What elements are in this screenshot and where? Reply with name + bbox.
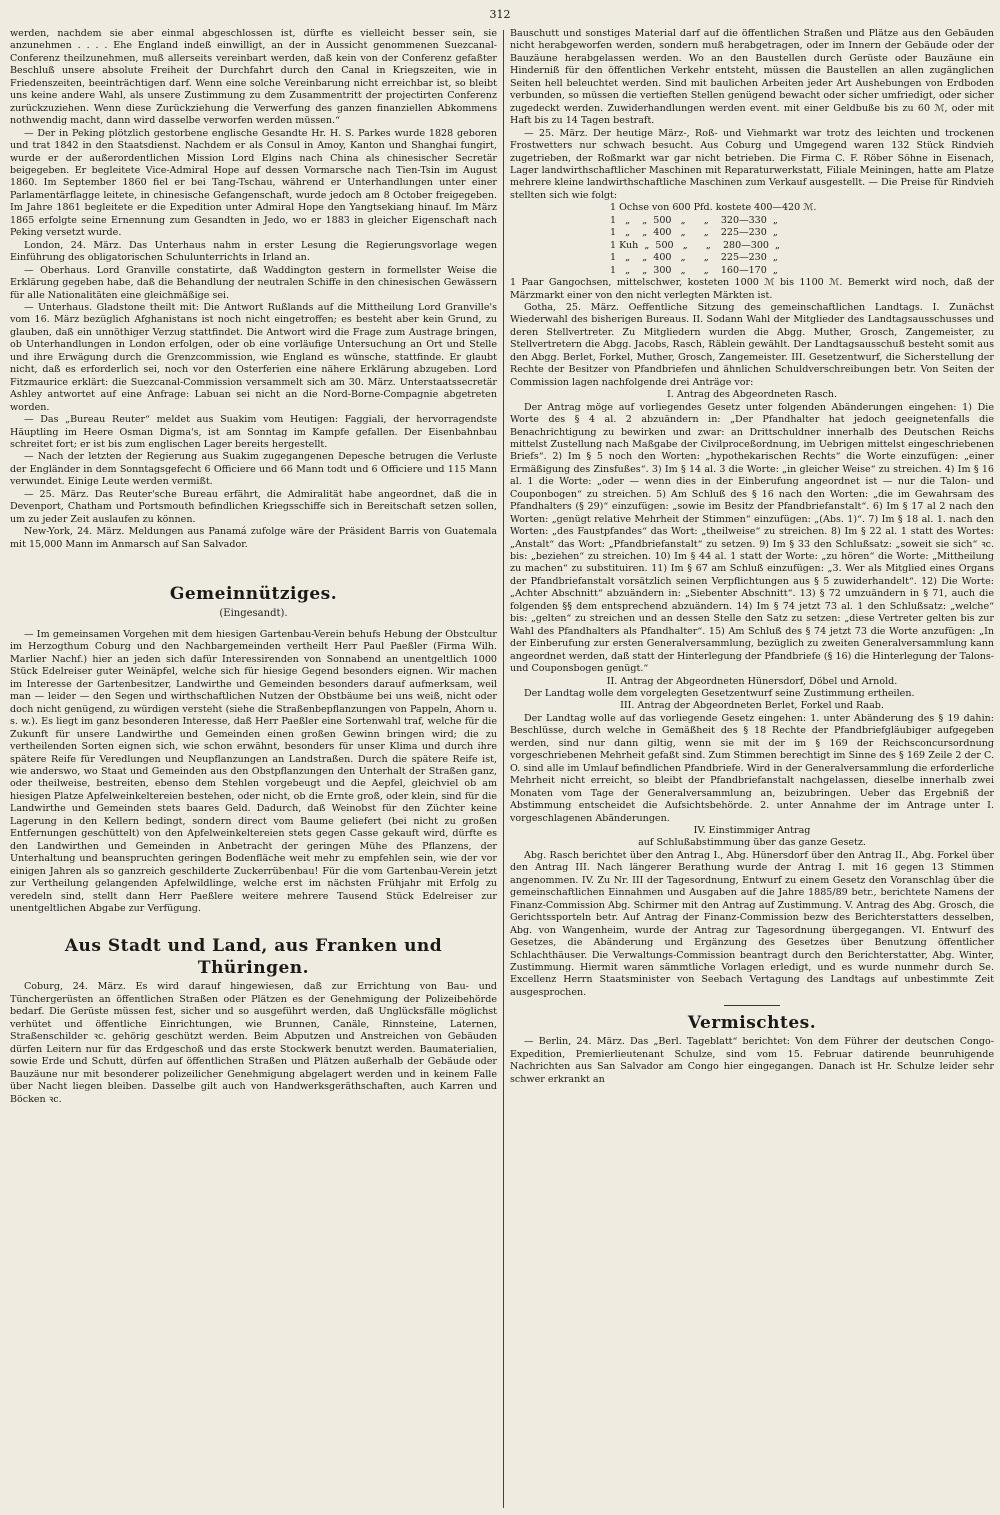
article-gotha-landtag: Gotha, 25. März. Oeffentliche Sitzung des gemeinschaftlichen Landtags. I. Zunächst Wiederwahl des bisherigen Bureaus. II. Sodann Wahl der Mitglieder des Landtagsausschusses und deren Stellvertreter. Zu Mitgliedern wurden die Abgg. Muther, Grosch, Zangemeister, zu Stellvertretern die Abgg. Jacobs, Rasch, Räblein gewählt. Der Landtagsausschuß besteht somit aus den Abgg. Berlet, Forkel, Muther, Grosch, Zangemeister. III. Gesetzentwurf, die Sicherstellung der Rechte der Besitzer von Pfandbriefen und ähnlichen Schuldverschreibungen betr. Von Seiten der Commission lagen nachfolgende drei Anträge vor: <box>510 301 994 388</box>
article-suakim-losses: — Nach der letzten der Regierung aus Suakim zugegangenen Depesche betrugen die Verluste der Engländer in dem Sonntagsgefecht 6 Officiere und 66 Mann todt und 6 Officiere und 115 Mann verwundet. Einige Leute werden vermißt. <box>10 451 497 488</box>
column-divider <box>503 30 504 1508</box>
antrag-3-title: III. Antrag der Abgeordneten Berlet, Forkel und Raab. <box>620 700 884 712</box>
article-viehmarkt: — 25. März. Der heutige März-, Roß- und Viehmarkt war trotz des leichten und trockenen Frostwetters nur schwach besucht. Aus Coburg und Umgegend waren 132 Stück Rindvieh zugetrieben, der Roßmarkt war gar nicht betrieben. Die Firma C. F. Röber Söhne in Eisenach, Lager landwirthschaftlicher Maschinen mit Reparaturwerkstatt, Filiale Meiningen, hatte am Platze mehrere kleine landwirthschaftliche Maschinen zum Verkauf ausgestellt. — Die Preise für Rindvieh stellten sich wie folgt: <box>510 127 994 201</box>
antrag-2-text: Der Landtag wolle dem vorgelegten Gesetzentwurf seine Zustimmung ertheilen. <box>524 688 915 700</box>
article-suezcanal: werden, nachdem sie aber einmal abgeschlossen ist, dürfte es vielleicht besser sein, sie anzunehmen . . . . Ehe England indeß einwilligt, an der in Aussicht genommenen Suezcanal-Conferenz theilzunehmen, muß allerseits vereinbart werden, daß kein von der Conferenz gefaßter Beschluß unsere absolute Freiheit der Durchfahrt durch den Canal in Kriegszeiten, wie in Friedenszeiten, beeinträchtigen darf. Wenn eine solche Vereinbarung nicht erreichbar ist, so bleibt uns keine andere Wahl, als unsere Zustimmung zu dem Zusammentritt der projectirten Conferenz zurückzuziehen. Wenn diese Zurückziehung die Verwerfung des ganzen finanziellen Abkommens nothwendig macht, dann wird dasselbe verworfen werden müssen.“ <box>10 28 497 127</box>
separator-rule <box>724 1005 780 1006</box>
article-coburg-geruste: Coburg, 24. März. Es wird darauf hingewiesen, daß zur Errichtung von Bau- und Tünchergerüsten an öffentlichen Straßen oder Plätzen es der Genehmigung der Polizeibehörde bedarf. Die Gerüste müssen fest, sicher und so ausgeführt werden, daß Unglücksfälle möglichst verhütet und öffentliche Einrichtungen, wie Brunnen, Canäle, Rinnsteine, Laternen, Straßenschilder ꝛc. gehörig geschützt werden. Beim Abputzen und Anstreichen von Gebäuden dürfen Leitern nur für das Erdgeschoß und das erste Stockwerk benutzt werden. Baumaterialien, sowie Erde und Schutt, dürfen auf öffentlichen Straßen und Plätzen außerhalb der Gebäude oder Bauzäune nur mit besonderer polizeilicher Genehmigung abgelagert werden und in keinem Falle über Nacht liegen bleiben. Dasselbe gilt auch von Handwerksgeräthschaften, auch Karren und Böcken ꝛc. <box>10 981 497 1105</box>
article-new-york: New-York, 24. März. Meldungen aus Panamá zufolge wäre der Präsident Barris von Guatemala mit 15,000 Mann im Anmarsch auf San Salvador. <box>10 526 497 550</box>
section-heading-gemeinnuetziges: Gemeinnütziges. <box>169 584 338 605</box>
price-row: 1 „ „ 300 „ „ 160—170 „ <box>610 264 778 276</box>
price-row: 1 „ „ 400 „ „ 225—230 „ <box>610 227 778 239</box>
antrag-4-text: Abg. Rasch berichtet über den Antrag I., Abg. Hünersdorf über den Antrag II., Abg. Forkel über den Antrag III. Nach längerer Berathung wurde der Antrag I. mit 16 gegen 13 Stimmen angenommen. IV. Zu Nr. III der Tagesordnung, Entwurf zu einem Gesetz den Voranschlag über die gemeinschaftlichen Einnahmen und Ausgaben auf die Jahre 1885/89 betr., berichtete Namens der Finanz-Commission Abg. Schirmer mit den Antrag auf Zustimmung. V. Antrag des Abg. Grosch, die Gerichtssporteln betr. Auf Antrag der Finanz-Commission bezw des Berichterstatters desselben, Abg. von Wangenheim, wurde der Antrag zur Tagesordnung übergegangen. VI. Entwurf des Gesetzes, die Abänderung und Ergänzung des Gesetzes über Benutzung öffentlicher Schlachthäuser. Die Verwaltungs-Commission beantragt durch den Berichterstatter, Abg. Winter, Zustimmung. Hiermit waren sämmtliche Vorlagen erledigt, und es wurde nunmehr durch Se. Excellenz Herrn Staatsminister von Seebach Vertagung des Landtags auf unbestimmte Zeit ausgesprochen. <box>510 849 994 998</box>
section-heading-stadt-und-land: Aus Stadt und Land, aus Franken und Thüringen. <box>64 936 443 979</box>
antrag-2-title: II. Antrag der Abgeordneten Hünersdorf, Döbel und Arnold. <box>606 675 898 687</box>
antrag-3-text: Der Landtag wolle auf das vorliegende Gesetz eingehen: 1. unter Abänderung des § 19 dahin: Beschlüsse, durch welche in Gemäßheit des § 18 Rechte der Pfandbriefgläubiger aufgegeben werden, sind nur dann giltig, wenn sie mit der im § 169 der Reichsconcursordnung vorgeschriebenen Mehrheit gefaßt sind. Zum Stimmen berechtigt im Sinne des § 169 Zeile 2 der C. O. sind alle im Umlauf befindlichen Pfandbriefe. Wird in der Generalversammlung die erforderliche Mehrheit nicht erreicht, so bleibt der Pfandbriefanstalt nachgelassen, dieselbe innerhalb zwei Monaten vom Tage der Generalversammlung an, beizubringen. Ueber das Ergebniß der Abstimmung entscheidet die Aufsichtsbehörde. 2. unter Annahme der im Antrage unter I. vorgeschlagenen Abänderungen. <box>510 712 994 824</box>
antrag-4-title: IV. Einstimmiger Antrag <box>693 825 811 836</box>
article-london-unterhaus: London, 24. März. Das Unterhaus nahm in erster Lesung die Regierungsvorlage wegen Einführung des obligatorischen Schulunterrichts in Irland an. <box>10 239 497 264</box>
page-number: 312 <box>489 8 511 21</box>
price-table <box>610 202 994 277</box>
article-obstcultur: — Im gemeinsamen Vorgehen mit dem hiesigen Gartenbau-Verein behufs Hebung der Obstcultur im Herzogthum Coburg und den Nachbargemeinden vertheilt Herr Paul Paeßler (Firma Wilh. Marlier Nachf.) hier an jeden sich dafür Interessirenden von Sonnabend an unentgeltlich 1000 Stück Edelreiser guter Weinäpfel, welche sich für hiesige Gegend besonders eignen. Wir machen im Interesse der Gartenbesitzer, Landwirthe und Gemeinden besonders darauf aufmerksam, weil man — leider — den Segen und wirthschaftlichen Nutzen der Obstbäume bei uns weiß, nicht oder doch nicht genügend, zu würdigen versteht (siehe die Straßenbepflanzungen von Pappeln, Ahorn u. s. w.). Es liegt im ganz besonderen Interesse, daß Herr Paeßler eine Sortenwahl traf, welche für die Zukunft für unsere Landwirthe und Gemeinden einen großen Gewinn bringen wird; die zu vertheilenden Sorten eignen sich, wie schon erwähnt, besonders für unser Klima und durch ihre spätere Reife für Veredlungen und Neupflanzungen an Landstraßen. Durch die spätere Reife ist, wie anderswo, wo Staat und Gemeinden aus den Obstpflanzungen den Unterhalt der Straßen ganz, oder theilweise, bestreiten, ebenso dem Stehlen vorgebeugt und die Aepfel, gleichviel ob am hiesigen Platze Apfelweinkeltereien bestehen, oder nicht, ob die Ernte groß, oder klein, sind für die Landwirthe und Gemeinden stets baares Geld. Dadurch, daß Weinobst für den Züchter keine Lagerung in den Kellern bedingt, sondern direct vom Baume geliefert (bei nicht zu großen Entfernungen geschüttelt) von den Apfelweinkeltereien stets gegen Casse gekauft wird, dürfte es den Landwirthen und Gemeinden in Anbetracht der geringen Mühe des Pflanzens, der Unterhaltung und beanspruchten geringen Bodenfläche weit mehr zu empfehlen sein, wie der vor einigen Jahren als so ganzreich geschilderte Zuckerrübenbau! Für die vom Gartenbau-Verein jetzt zur Vertheilung gelangenden Apfelwildlinge, welche erst im nächsten Frühjahr mit Erfolg zu veredeln sind, stellt dann Herr Paeßlere weitere mehrere Tausend Stück Edelreiser zur unentgeltlichen Abgabe zur Verfügung. <box>10 629 497 914</box>
article-unterhaus-gladstone: — Unterhaus. Gladstone theilt mit: Die Antwort Rußlands auf die Mittheilung Lord Granville's vom 16. März bezüglich Afghanistans ist noch nicht eingetroffen; es besteht aber kein Grund, zu glauben, daß ein unnöthiger Verzug stattfindet. Die Antwort wird die Frage zum Austrage bringen, ob Unterhandlungen in London erfolgen, oder ob eine vorläufige Untersuchung an Ort und Stelle und ihre Erwägung durch die Grenzcommission, wie England es wünsche, stattfinde. Er glaubt nicht, daß es erforderlich sei, noch vor den Osterferien eine nähere Erklärung abzugeben. Lord Fitzmaurice erklärt: die Suezcanal-Commission versammelt sich am 30. März. Unterstaatssecretär Ashley antwortet auf eine Anfrage: Labuan sei nicht an die Nord-Borne-Compagnie abgetreten worden. <box>10 301 497 413</box>
article-berlin-congo: — Berlin, 24. März. Das „Berl. Tageblatt“ berichtet: Von dem Führer der deutschen Congo-Expedition, Premierlieutenant Schulze, sind vom 15. Februar datirende beunruhigende Nachrichten aus San Salvador am Congo hier eingegangen. Danach ist Hr. Schulze leider sehr schwer erkrankt an <box>510 1036 994 1085</box>
article-admiralty: — 25. März. Das Reuter'sche Bureau erfährt, die Admiralität habe angeordnet, daß die in Devenport, Chatham und Portsmouth befindlichen Kriegsschiffe sich in Bereitschaft setzen sollen, um zu jeder Zeit auslaufen zu können. <box>10 488 497 525</box>
antrag-1-title: I. Antrag des Abgeordneten Rasch. <box>666 389 837 401</box>
article-parkes: — Der in Peking plötzlich gestorbene englische Gesandte Hr. H. S. Parkes wurde 1828 geboren und trat 1842 in den Staatsdienst. Nachdem er als Consul in Amoy, Kanton und Shanghai fungirt, wurde er der außerordentlichen Mission Lord Elgins nach China als chinesischer Secretär beigegeben. Er begleitete Vice-Admiral Hope auf dessen Vormarsche nach Tien-Tsin im August 1860. Im September 1860 fiel er bei Tang-Tschau, während er Unterhandlungen unter einer Parlamentärflagge leitete, in chinesische Gefangenschaft, wurde jedoch am 8 October freigegeben. Im Jahre 1861 begleitete er die Expedition unter Admiral Hope den Yangtsekiang hinauf. Im März 1865 erfolgte seine Ernennung zum Gesandten in Jedo, wo er 1883 in gleicher Eigenschaft nach Peking versetzt wurde. <box>10 127 497 239</box>
left-column <box>10 28 497 1508</box>
article-reuter-suakim: — Das „Bureau Reuter“ meldet aus Suakim vom Heutigen: Faggiali, der hervorragendste Häuptling im Heere Osman Digma's, ist am Sonntag im Kampfe gefallen. Der Eisenbahnbau schreitet fort; er ist bis zum englischen Lager bereits hergestellt. <box>10 414 497 450</box>
price-row: 1 „ „ 400 „ „ 225—230 „ <box>610 252 778 264</box>
antrag-1-text: Der Antrag möge auf vorliegendes Gesetz unter folgenden Abänderungen eingehen: 1) Die Worte des § 4 al. 2 abzuändern in: „Der Pfandhalter hat jedoch geeignetenfalls die Benachrichtigung zu bewirken und zwar: an Drittschuldner innerhalb des Deutschen Reichs mittelst Zustellung nach Maßgabe der Civilproceßordnung, im Uebrigen mittelst eingeschriebenen Briefs“. 2) Im § 5 noch den Worten: „hypothekarischen Rechts“ die Worte einzufügen: „einer Ermäßigung des Zinsfußes“. 3) Im § 14 al. 3 die Worte: „in gleicher Weise“ zu streichen. 4) Im § 16 al. 1 die Worte: „oder — wenn dies in der Einberufung angeordnet ist — nur die Talon- und Couponbogen“ zu streichen. 5) Am Schluß des § 16 nach den Worten: „die im Gewahrsam des Pfandhalters (§ 29)“ einzufügen: „sowie im Besitz der Pfandbriefanstalt“. 6) Im § 17 al 2 nach den Worten: „genügt relative Mehrheit der Stimmen“ einzufügen: „(Abs. 1)“. 7) Im § 18 al. 1. nach den Worten: „des Faustpfandes“ das Wort: „theilweise“ zu streichen. 8) Im § 22 al. 1 statt des Wortes: „Anstalt“ das Wort: „Pfandbriefanstalt“ zu setzen. 9) Im § 33 den Schlußsatz: „soweit sie sich“ ꝛc. bis: „beziehen“ zu streichen. 10) Im § 44 al. 1 statt der Worte: „zu hören“ die Worte: „Mittheilung zu machen“ zu substituiren. 11) Im § 67 am Schluß einzufügen: „3. Wer als Mitglied eines Organs der Pfandbriefanstalt vorsätzlich seinen Verpflichtungen aus § 5 zuwiderhandelt“. 12) Die Worte: „Achter Abschnitt“ abzuändern in: „Siebenter Abschnitt“. 13) § 72 umzuändern in § 71, auch die folgenden §§ dem entsprechend abzuändern. 14) Im § 74 jetzt 73 al. 1 den Schlußsatz: „welche“ bis: „gelten“ zu streichen und an dessen Stelle den Satz zu setzen: „diese Vertreter gelten bis zur Wahl des Pfandhalters als Pfandhalter“. 15) Am Schluß des § 74 jetzt 73 die Worte anzufügen: „In der Einberufung zur ersten Generalversammlung, bezüglich zu zweiten Generalversammlung kann angeordnet werden, daß statt der Hinterlegung der Pfandbriefe (§ 16) die Hinterlegung der Talons- und Couponsbogen genügt.“ <box>510 401 994 675</box>
section-heading-vermischtes: Vermischtes. <box>687 1013 817 1034</box>
price-row: 1 „ „ 500 „ „ 320—330 „ <box>610 214 778 226</box>
price-row: 1 Kuh „ 500 „ „ 280—300 „ <box>610 239 780 251</box>
antrag-4-subtitle: auf Schlußabstimmung über das ganze Gesetz. <box>638 837 866 849</box>
section-subheading-eingesandt: (Eingesandt). <box>219 608 288 620</box>
article-bauschutt: Bauschutt und sonstiges Material darf auf die öffentlichen Straßen und Plätze aus den Gebäuden nicht herabgeworfen werden, sondern muß herabgetragen, oder im Innern der Gebäude oder der Bauzäune herabgelassen werden. Wo an den Baustellen durch Gerüste oder Bauzäune ein Hinderniß für den öffentlichen Verkehr entsteht, müssen die Baustellen an allen zugänglichen Seiten hell beleuchtet werden. Sind mit baulichen Arbeiten jeder Art Aushebungen von Erdboden verbunden, so müssen die vertieften Stellen genügend bewacht oder sicher umfriedigt, oder sicher zugedeckt werden. Zuwiderhandlungen werden event. mit einer Geldbuße bis zu 60 ℳ, oder mit Haft bis zu 14 Tagen bestraft. <box>510 28 994 127</box>
price-row: 1 Ochse von 600 Pfd. kostete 400—420 ℳ. <box>610 202 817 214</box>
article-oberhaus: — Oberhaus. Lord Granville constatirte, daß Waddington gestern in formellster Weise die Erklärung gegeben habe, daß die Behandlung der neutralen Schiffe in den chinesischen Gewässern für alle Nationalitäten eine gleichmäßige sei. <box>10 264 497 301</box>
article-gangochsen: 1 Paar Gangochsen, mittelschwer, kosteten 1000 ℳ bis 1100 ℳ. Bemerkt wird noch, daß der Märzmarkt einer von den nicht verlegten Märkten ist. <box>510 277 994 301</box>
right-column <box>510 28 994 1508</box>
